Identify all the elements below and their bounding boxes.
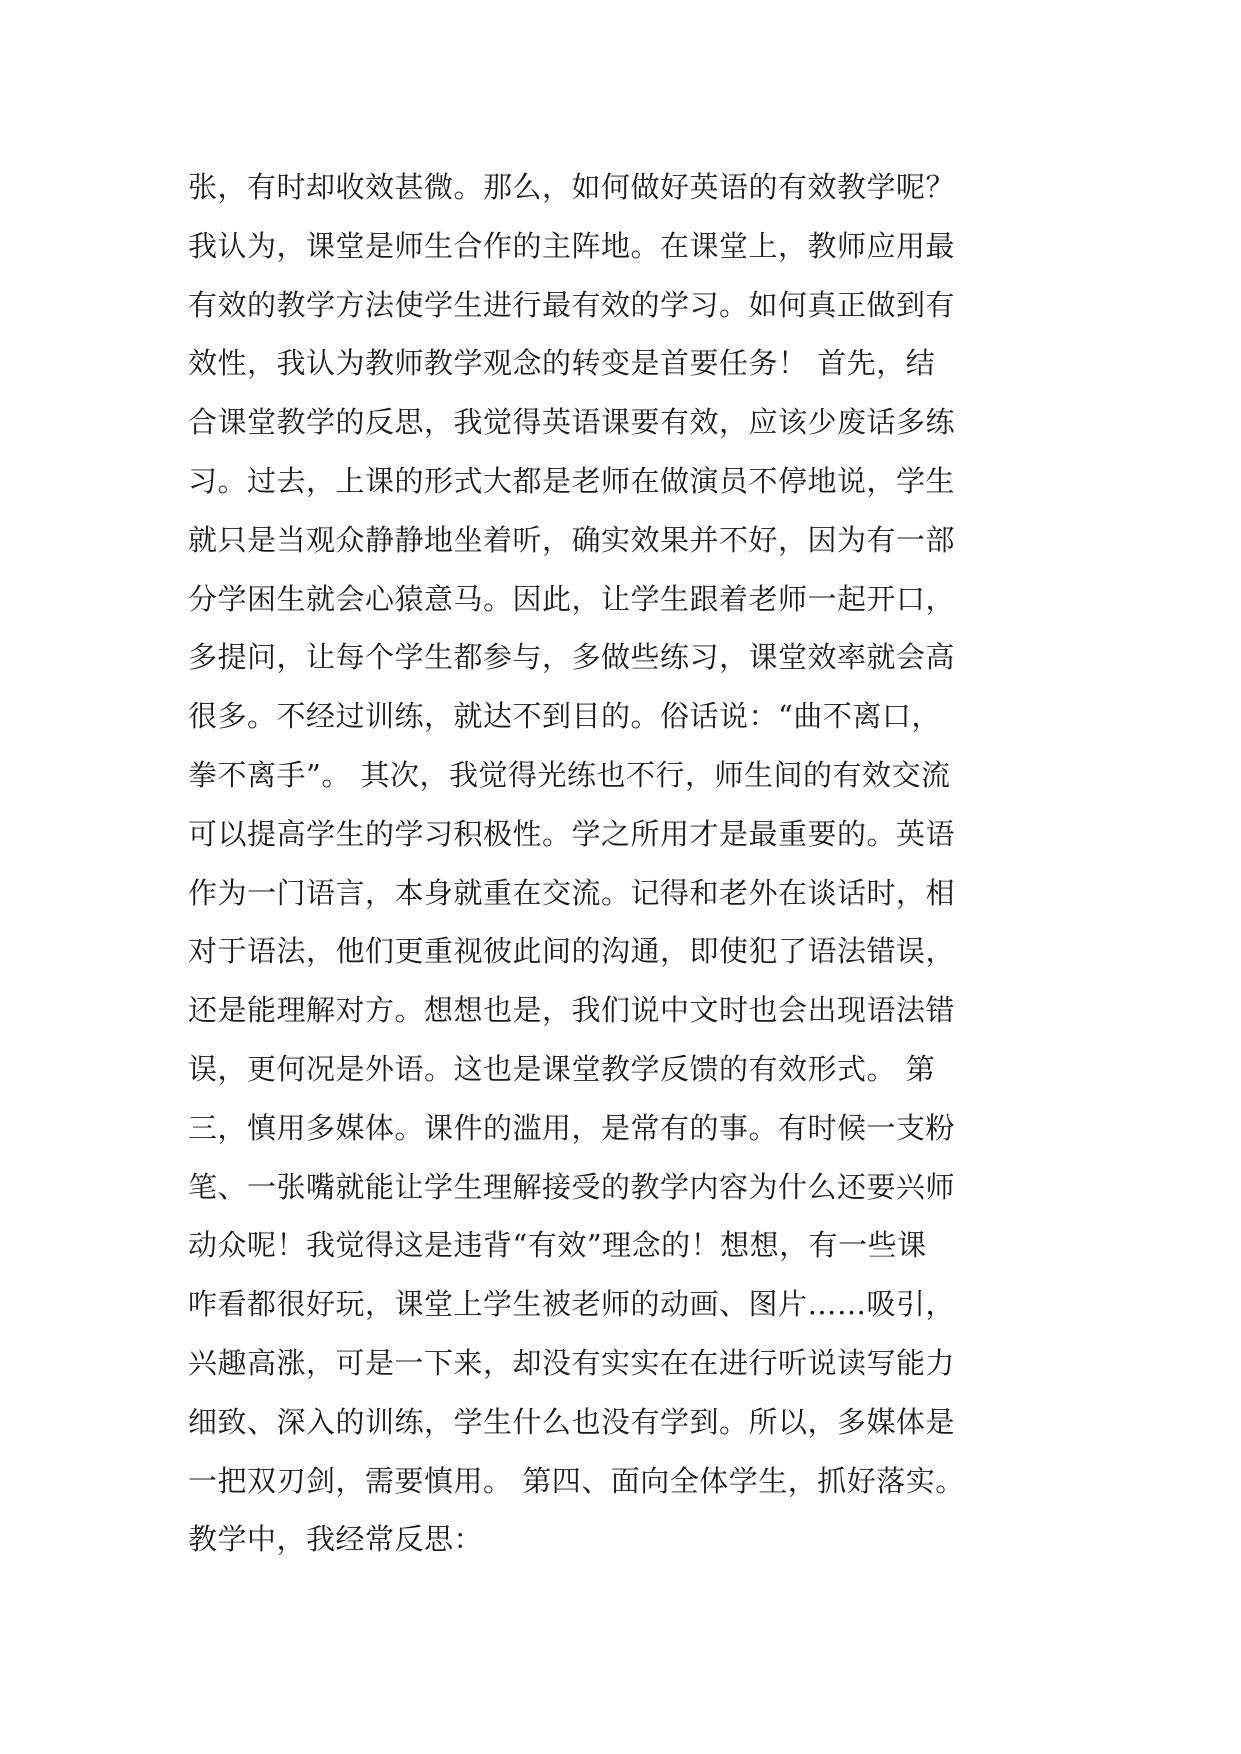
text-line: 作为一门语言，本身就重在交流。记得和老外在谈话时，相 — [188, 875, 956, 910]
text-line: 拳不离手”。 其次，我觉得光练也不行，师生间的有效交流 — [188, 757, 951, 792]
text-line: 笔、一张嘴就能让学生理解接受的教学内容为什么还要兴师 — [188, 1169, 956, 1204]
text-line: 对于语法，他们更重视彼此间的沟通，即使犯了语法错误， — [188, 934, 956, 969]
text-line: 多提问，让每个学生都参与，多做些练习，课堂效率就会高 — [188, 640, 956, 675]
text-line: 分学困生就会心猿意马。因此，让学生跟着老师一起开口， — [188, 581, 956, 616]
text-line: 就只是当观众静静地坐着听，确实效果并不好，因为有一部 — [188, 522, 956, 557]
text-line: 有效的教学方法使学生进行最有效的学习。如何真正做到有 — [188, 287, 956, 322]
text-line: 习。过去，上课的形式大都是老师在做演员不停地说，学生 — [188, 463, 956, 498]
text-line: 一把双刃剑，需要慎用。 第四、面向全体学生，抓好落实。 — [188, 1463, 965, 1498]
text-line: 动众呢！我觉得这是违背“有效”理念的！想想，有一些课 — [188, 1228, 927, 1263]
text-line: 还是能理解对方。想想也是，我们说中文时也会出现语法错 — [188, 993, 956, 1028]
text-line: 兴趣高涨，可是一下来，却没有实实在在进行听说读写能力 — [188, 1345, 956, 1380]
text-line: 合课堂教学的反思，我觉得英语课要有效，应该少废话多练 — [188, 405, 956, 440]
text-line: 可以提高学生的学习积极性。学之所用才是最重要的。英语 — [188, 816, 956, 851]
text-line: 教学中，我经常反思： — [188, 1522, 484, 1557]
text-line: 细致、深入的训练，学生什么也没有学到。所以，多媒体是 — [188, 1404, 956, 1439]
body-text — [188, 158, 1088, 1569]
text-line: 很多。不经过训练，就达不到目的。俗话说：“曲不离口， — [188, 699, 941, 734]
text-line: 三，慎用多媒体。课件的滥用，是常有的事。有时候一支粉 — [188, 1110, 956, 1145]
text-line: 我认为，课堂是师生合作的主阵地。在课堂上，教师应用最 — [188, 228, 956, 263]
text-line: 咋看都很好玩，课堂上学生被老师的动画、图片……吸引， — [188, 1287, 956, 1322]
text-line: 张，有时却收效甚微。那么，如何做好英语的有效教学呢？ — [188, 170, 956, 204]
text-line: 效性，我认为教师教学观念的转变是首要任务！ 首先，结 — [188, 346, 936, 381]
text-line: 误，更何况是外语。这也是课堂教学反馈的有效形式。 第 — [188, 1051, 936, 1086]
